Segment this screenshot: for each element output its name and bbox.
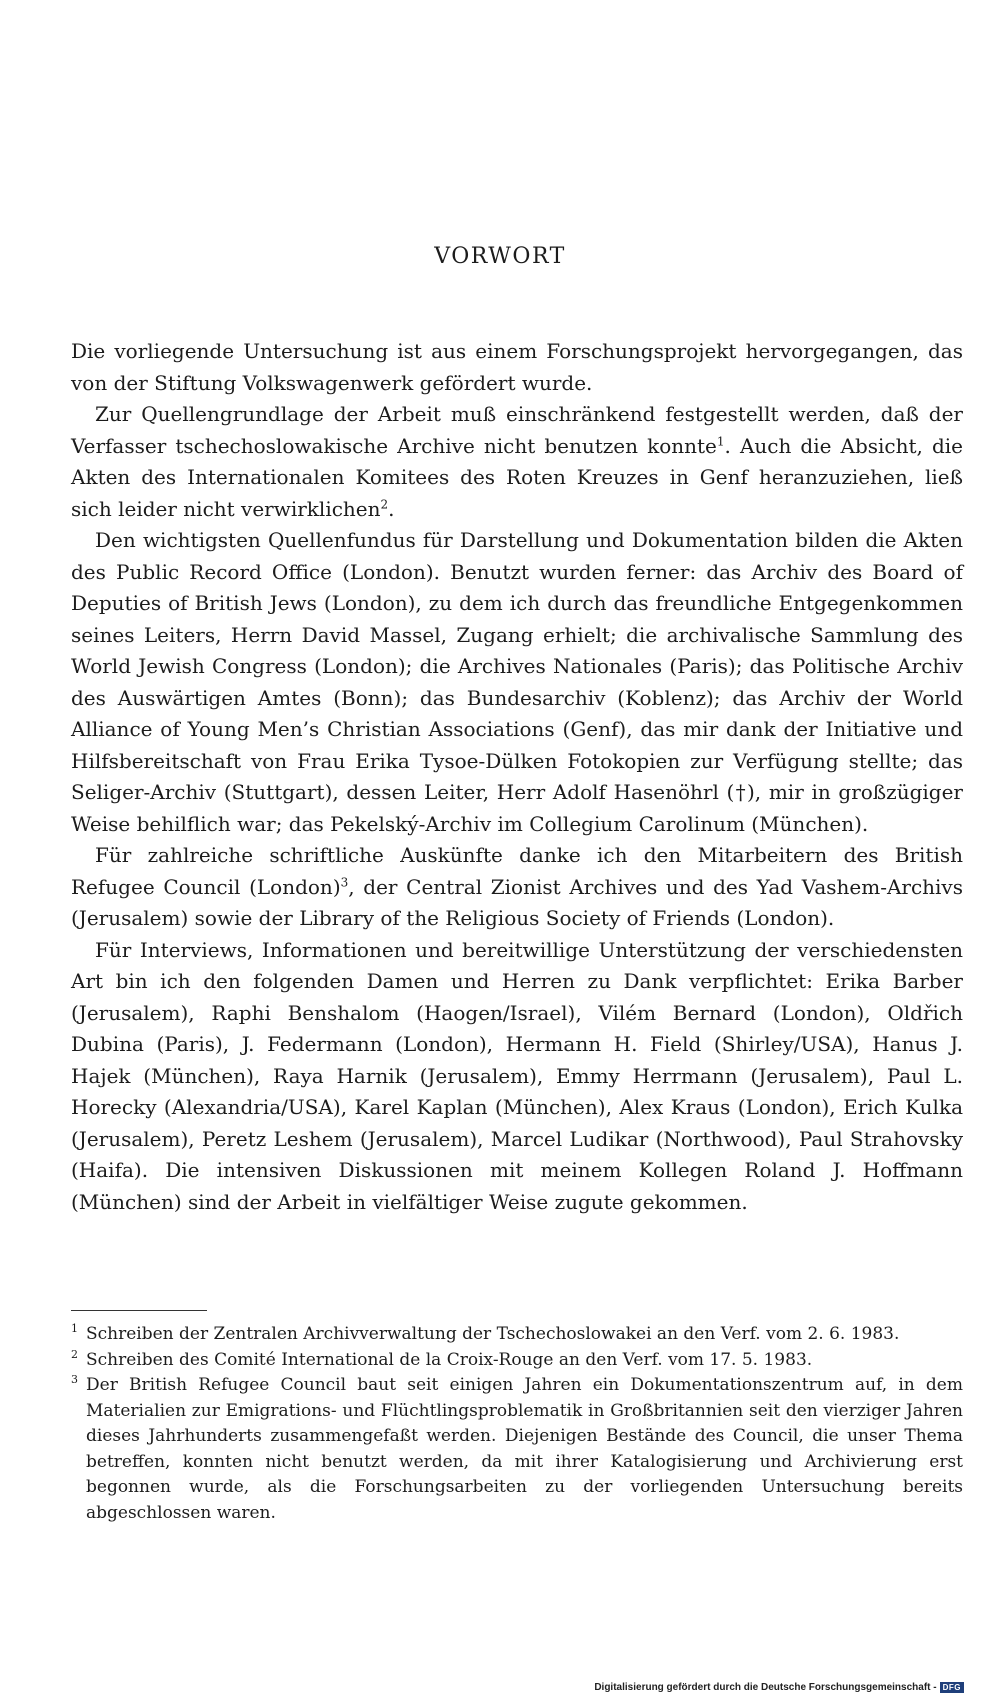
footnote-mark[interactable]: 2 [380, 496, 389, 511]
footnote-number: 1 [71, 1322, 78, 1335]
dfg-logo: DFG [940, 1682, 964, 1693]
footnote: 3 Der British Refugee Council baut seit einigen Jahren ein Dokumentationszentrum auf, in dem Materialien zur Emigrations- und Flüchtlingsproblematik in Großbritannien seit den vierziger Jahren dieses Jahrhunderts zusammengefaßt werden. Diejenigen Bestände des Council, die unser Thema betreffen, konnten nicht benutzt werden, da mit ihrer Katalogisierung und Archivierung erst begonnen wurde, als die Forschungsarbeiten zu der vorliegenden Untersuchung bereits abgeschlossen waren. [71, 1373, 963, 1526]
digitization-credit [594, 1682, 964, 1693]
footnote-mark[interactable]: 3 [340, 874, 349, 889]
footnote-mark[interactable]: 1 [716, 433, 725, 448]
paragraph: Die vorliegende Untersuchung ist aus einem Forschungsprojekt hervorgegangen, das von der Stiftung Volkswagenwerk gefördert wurde. [71, 339, 963, 395]
page-title: VORWORT [434, 244, 566, 269]
preface-body [71, 336, 963, 1218]
footnote-number: 3 [71, 1373, 78, 1386]
paragraph: Für Interviews, Informationen und bereitwillige Unterstützung der verschiedensten Art bin ich den folgenden Damen und Herren zu Dank verpflichtet: Erika Barber (Jerusalem), Raphi Benshalom (Haogen/Israel), Vilém Bernard (London), Oldřich Dubina (Paris), J. Federmann (London), Hermann H. Field (Shirley/USA), Hanus J. Hajek (München), Raya Harnik (Jerusalem), Emmy Herrmann (Jerusalem), Paul L. Horecky (Alexandria/USA), Karel Kaplan (München), Alex Kraus (London), Erich Kulka (Jerusalem), Peretz Leshem (Jerusalem), Marcel Ludikar (Northwood), Paul Strahovsky (Haifa). Die intensiven Diskussionen mit meinem Kollegen Roland J. Hoffmann (München) sind der Arbeit in vielfältiger Weise zugute gekommen. [71, 937, 963, 1214]
footnote-divider [71, 1310, 207, 1311]
paragraph: Den wichtigsten Quellenfundus für Darstellung und Dokumentation bilden die Akten des Public Record Office (London). Benutzt wurden ferner: das Archiv des Board of Deputies of British Jews (London), zu dem ich durch das freundliche Entgegenkommen seines Leiters, Herrn David Massel, Zugang erhielt; die archivalische Sammlung des World Jewish Congress (London); die Archives Nationales (Paris); das Politische Archiv des Auswärtigen Amtes (Bonn); das Bundesarchiv (Koblenz); das Archiv der World Alliance of Young Men’s Christian Associations (Genf), das mir dank der Initiative und Hilfsbereitschaft von Frau Erika Tysoe-Dülken Fotokopien zur Verfügung stellte; das Seliger-Archiv (Stuttgart), dessen Leiter, Herr Adolf Hasenöhrl (†), mir in großzügiger Weise behilflich war; das Pekelský-Archiv im Collegium Carolinum (München). [71, 528, 963, 836]
paragraph: Für zahlreiche schriftliche Auskünfte danke ich den Mitarbeitern des British Refugee Council (London)$^3$, der Central Zionist Archives und des Yad Vashem-Archivs (Jerusalem) sowie der Library of the Religious Society of Friends (London). [71, 843, 963, 930]
footnotes [71, 1322, 963, 1526]
footnote-number: 2 [71, 1347, 78, 1361]
footnote: 1 Schreiben der Zentralen Archivverwaltung der Tschechoslowakei an den Verf. vom 2. 6. 1983. [71, 1322, 963, 1348]
credit-text: Digitalisierung gefördert durch die Deutsche Forschungsgemeinschaft - [594, 1682, 937, 1693]
paragraph: Zur Quellengrundlage der Arbeit muß einschränkend festgestellt werden, daß der Verfasser tschechoslowakische Archive nicht benutzen konnte$^1$. Auch die Absicht, die Akten des Internationalen Komitees des Roten Kreuzes in Genf heranzuziehen, ließ sich leider nicht verwirklichen$^2$. [71, 402, 963, 521]
footnote: 2 Schreiben des Comité International de la Croix-Rouge an den Verf. vom 17. 5. 1983. [71, 1348, 963, 1374]
